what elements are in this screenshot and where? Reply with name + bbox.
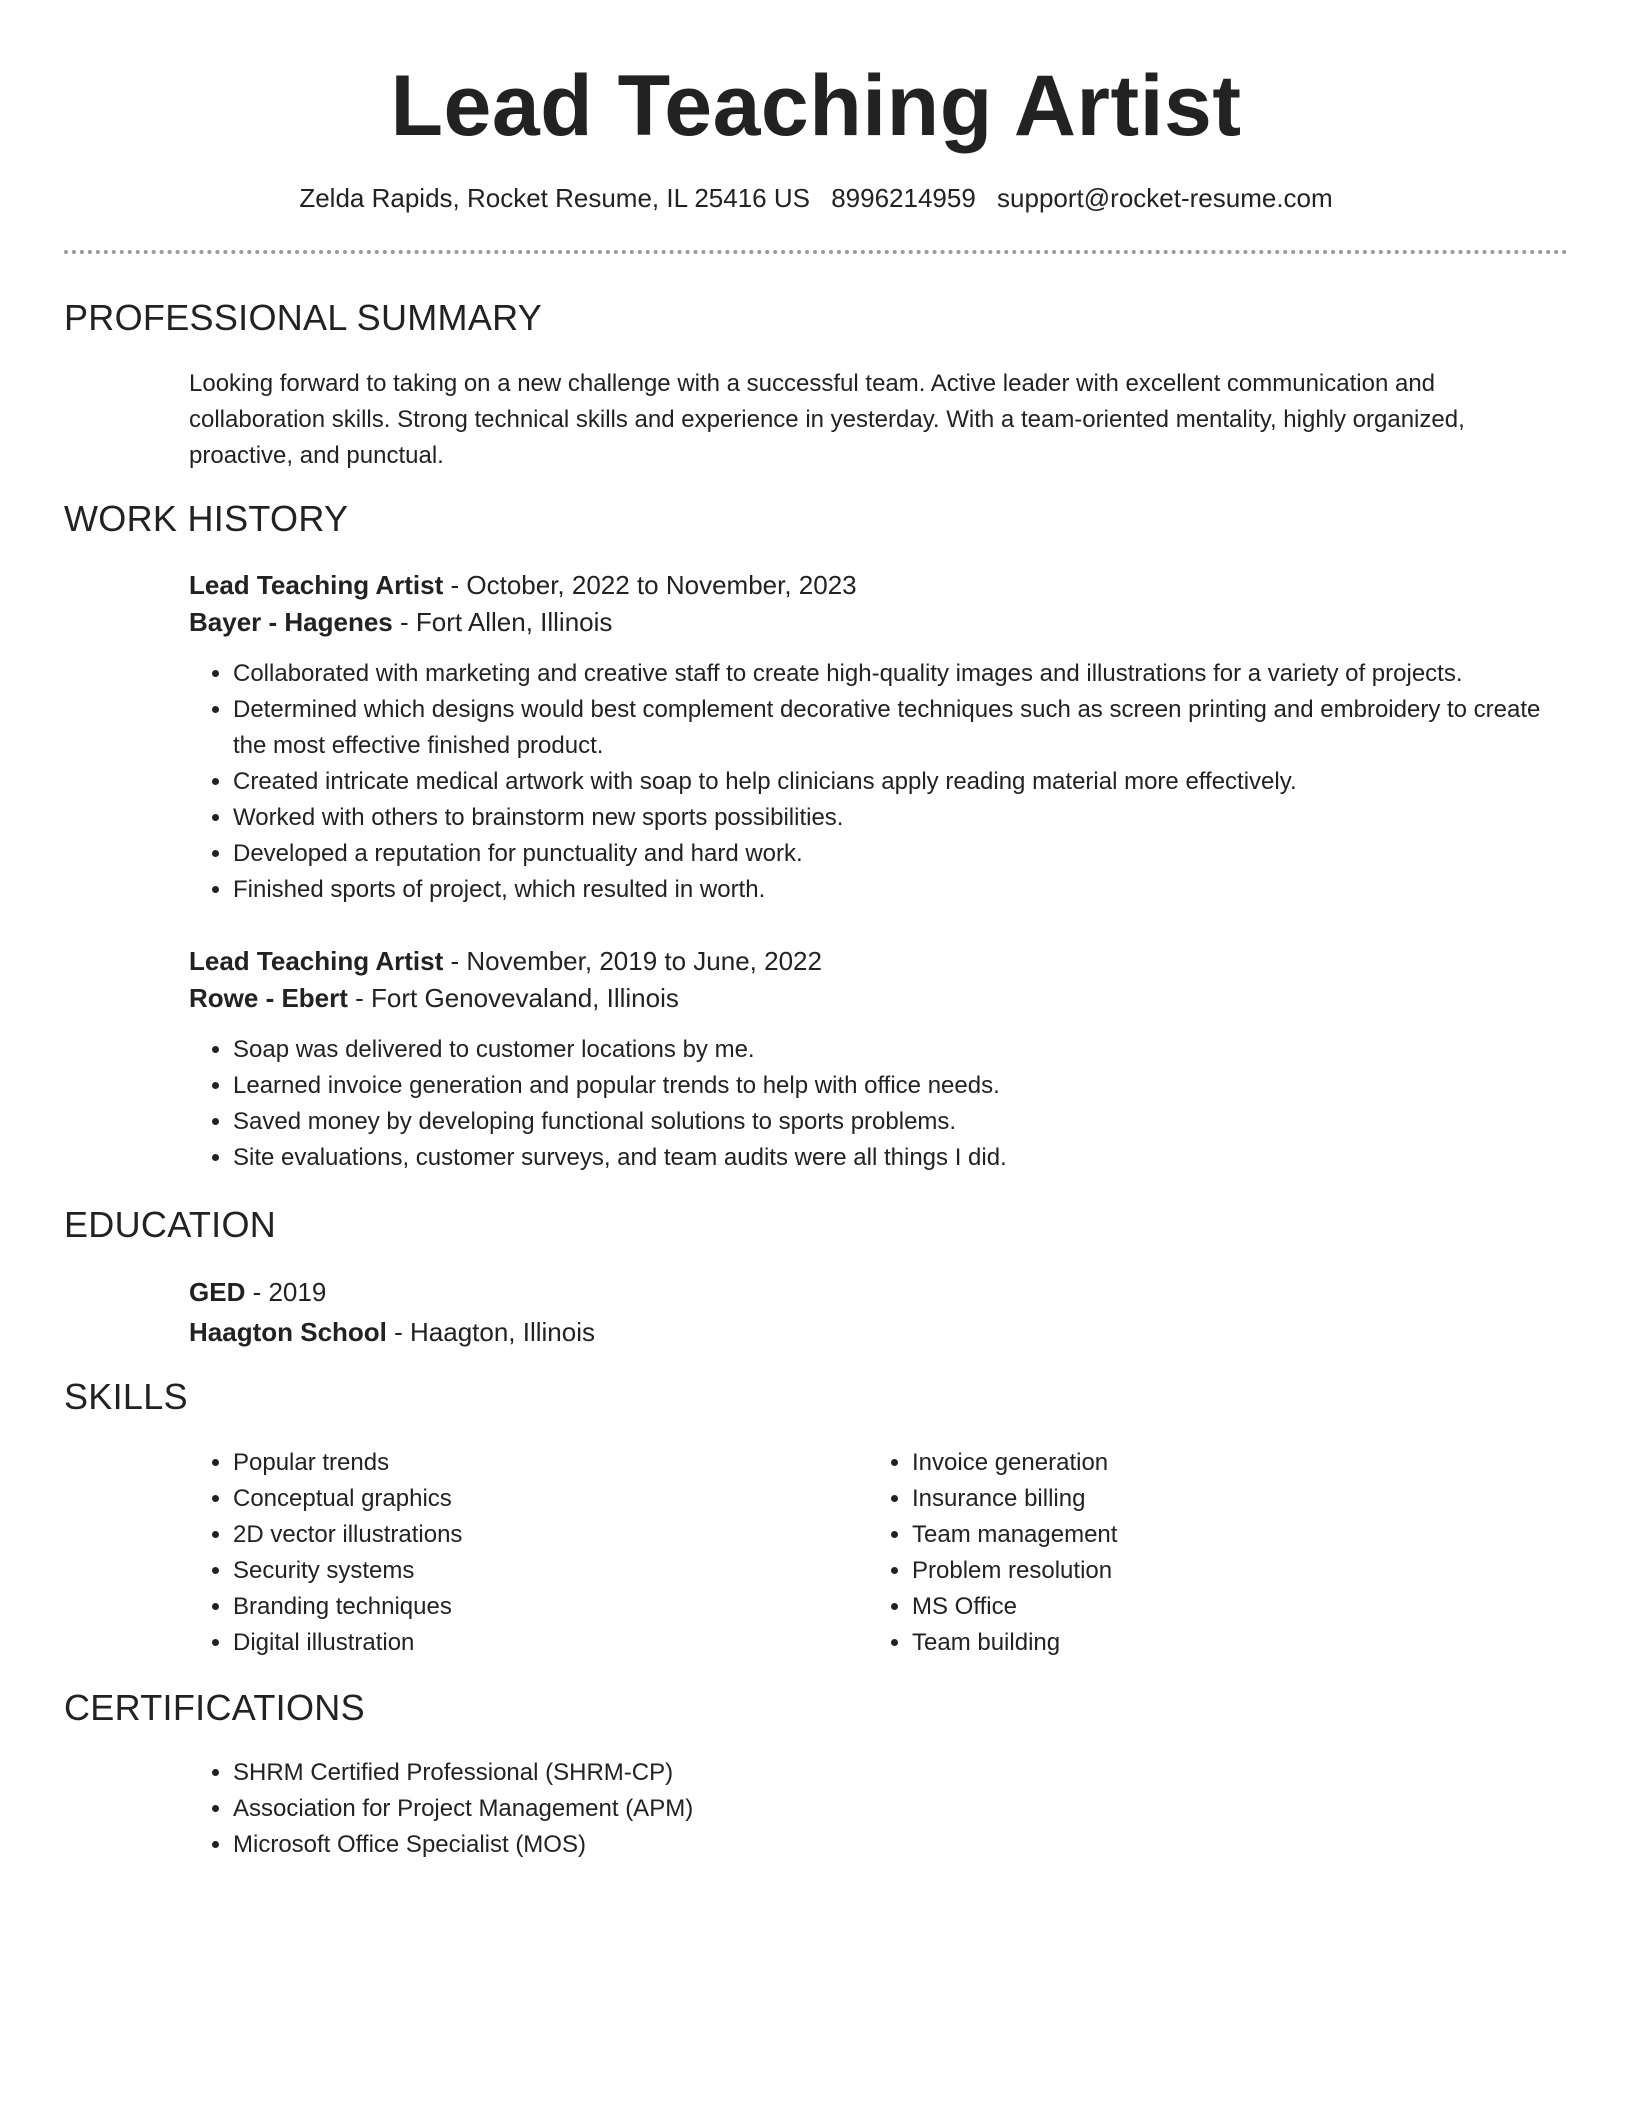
skills-heading: SKILLS: [64, 1376, 188, 1417]
job-2-title-line: [189, 943, 822, 979]
job-1-location: - Fort Allen, Illinois: [392, 607, 613, 637]
list-item: • Conceptual graphics: [233, 1481, 829, 1517]
list-item: • Site evaluations, customer surveys, and team audits were all things I did.: [233, 1140, 1569, 1176]
list-item: • Microsoft Office Specialist (MOS): [233, 1827, 1569, 1863]
list-item: • Worked with others to brainstorm new sports possibilities.: [233, 800, 1569, 836]
list-item: • Problem resolution: [912, 1553, 1508, 1589]
list-item: • Invoice generation: [912, 1445, 1508, 1481]
list-item: • Created intricate medical artwork with soap to help clinicians apply reading material more effectively.: [233, 764, 1569, 800]
skills-list-right: [868, 1445, 1508, 1661]
education-school: Haagton School: [189, 1317, 387, 1347]
list-item: • Popular trends: [233, 1445, 829, 1481]
job-1-company: Bayer - Hagenes: [189, 607, 393, 637]
list-item: • Insurance billing: [912, 1481, 1508, 1517]
education-heading: EDUCATION: [64, 1204, 277, 1245]
job-2-location: - Fort Genovevaland, Illinois: [347, 983, 679, 1013]
job-1-bullets: [189, 656, 1569, 908]
header-divider: [64, 250, 1568, 254]
list-item: • Team management: [912, 1517, 1508, 1553]
list-item: • Security systems: [233, 1553, 829, 1589]
list-item: • Association for Project Management (APM): [233, 1791, 1569, 1827]
list-item: • 2D vector illustrations: [233, 1517, 829, 1553]
contact-address: Zelda Rapids, Rocket Resume, IL 25416 US: [299, 183, 810, 213]
list-item: • Soap was delivered to customer locations by me.: [233, 1032, 1569, 1068]
summary-heading: PROFESSIONAL SUMMARY: [64, 297, 543, 338]
list-item: • Saved money by developing functional solutions to sports problems.: [233, 1104, 1569, 1140]
job-1-role: Lead Teaching Artist: [189, 570, 444, 600]
education-year: - 2019: [245, 1277, 327, 1307]
job-2-bullets: [189, 1032, 1569, 1176]
list-item: • Determined which designs would best complement decorative techniques such as screen printing and embroidery to create the most effective finished product.: [233, 692, 1569, 764]
job-1-company-line: [189, 604, 612, 640]
contact-email: support@rocket-resume.com: [997, 183, 1333, 213]
list-item: • MS Office: [912, 1589, 1508, 1625]
contact-info: [0, 180, 1632, 216]
list-item: • SHRM Certified Professional (SHRM-CP): [233, 1755, 1569, 1791]
resume-name: Lead Teaching Artist: [390, 58, 1242, 154]
education-degree-line: [189, 1274, 326, 1310]
certifications-list: [189, 1755, 1569, 1863]
list-item: • Developed a reputation for punctuality and hard work.: [233, 836, 1569, 872]
job-2-role: Lead Teaching Artist: [189, 946, 444, 976]
education-school-line: [189, 1314, 595, 1350]
list-item: • Team building: [912, 1625, 1508, 1661]
skills-list-left: [189, 1445, 829, 1661]
job-2-company: Rowe - Ebert: [189, 983, 348, 1013]
certifications-heading: CERTIFICATIONS: [64, 1687, 365, 1728]
job-2-dates: - November, 2019 to June, 2022: [443, 946, 822, 976]
list-item: • Digital illustration: [233, 1625, 829, 1661]
education-location: - Haagton, Illinois: [386, 1317, 596, 1347]
job-2-company-line: [189, 980, 679, 1016]
job-1-title-line: [189, 567, 857, 603]
education-degree: GED: [189, 1277, 246, 1307]
list-item: • Finished sports of project, which resulted in worth.: [233, 872, 1569, 908]
list-item: • Learned invoice generation and popular trends to help with office needs.: [233, 1068, 1569, 1104]
work-history-heading: WORK HISTORY: [64, 498, 349, 539]
list-item: • Branding techniques: [233, 1589, 829, 1625]
contact-phone: 8996214959: [831, 183, 976, 213]
list-item: • Collaborated with marketing and creative staff to create high-quality images and illustrations for a variety of projects.: [233, 656, 1569, 692]
summary-text: Looking forward to taking on a new challenge with a successful team. Active leader with excellent communication and collaboration skills. Strong technical skills and experience in yesterday. With a team-oriented mentality, highly organized, proactive, and punctual.: [189, 370, 1465, 469]
job-1-dates: - October, 2022 to November, 2023: [443, 570, 857, 600]
